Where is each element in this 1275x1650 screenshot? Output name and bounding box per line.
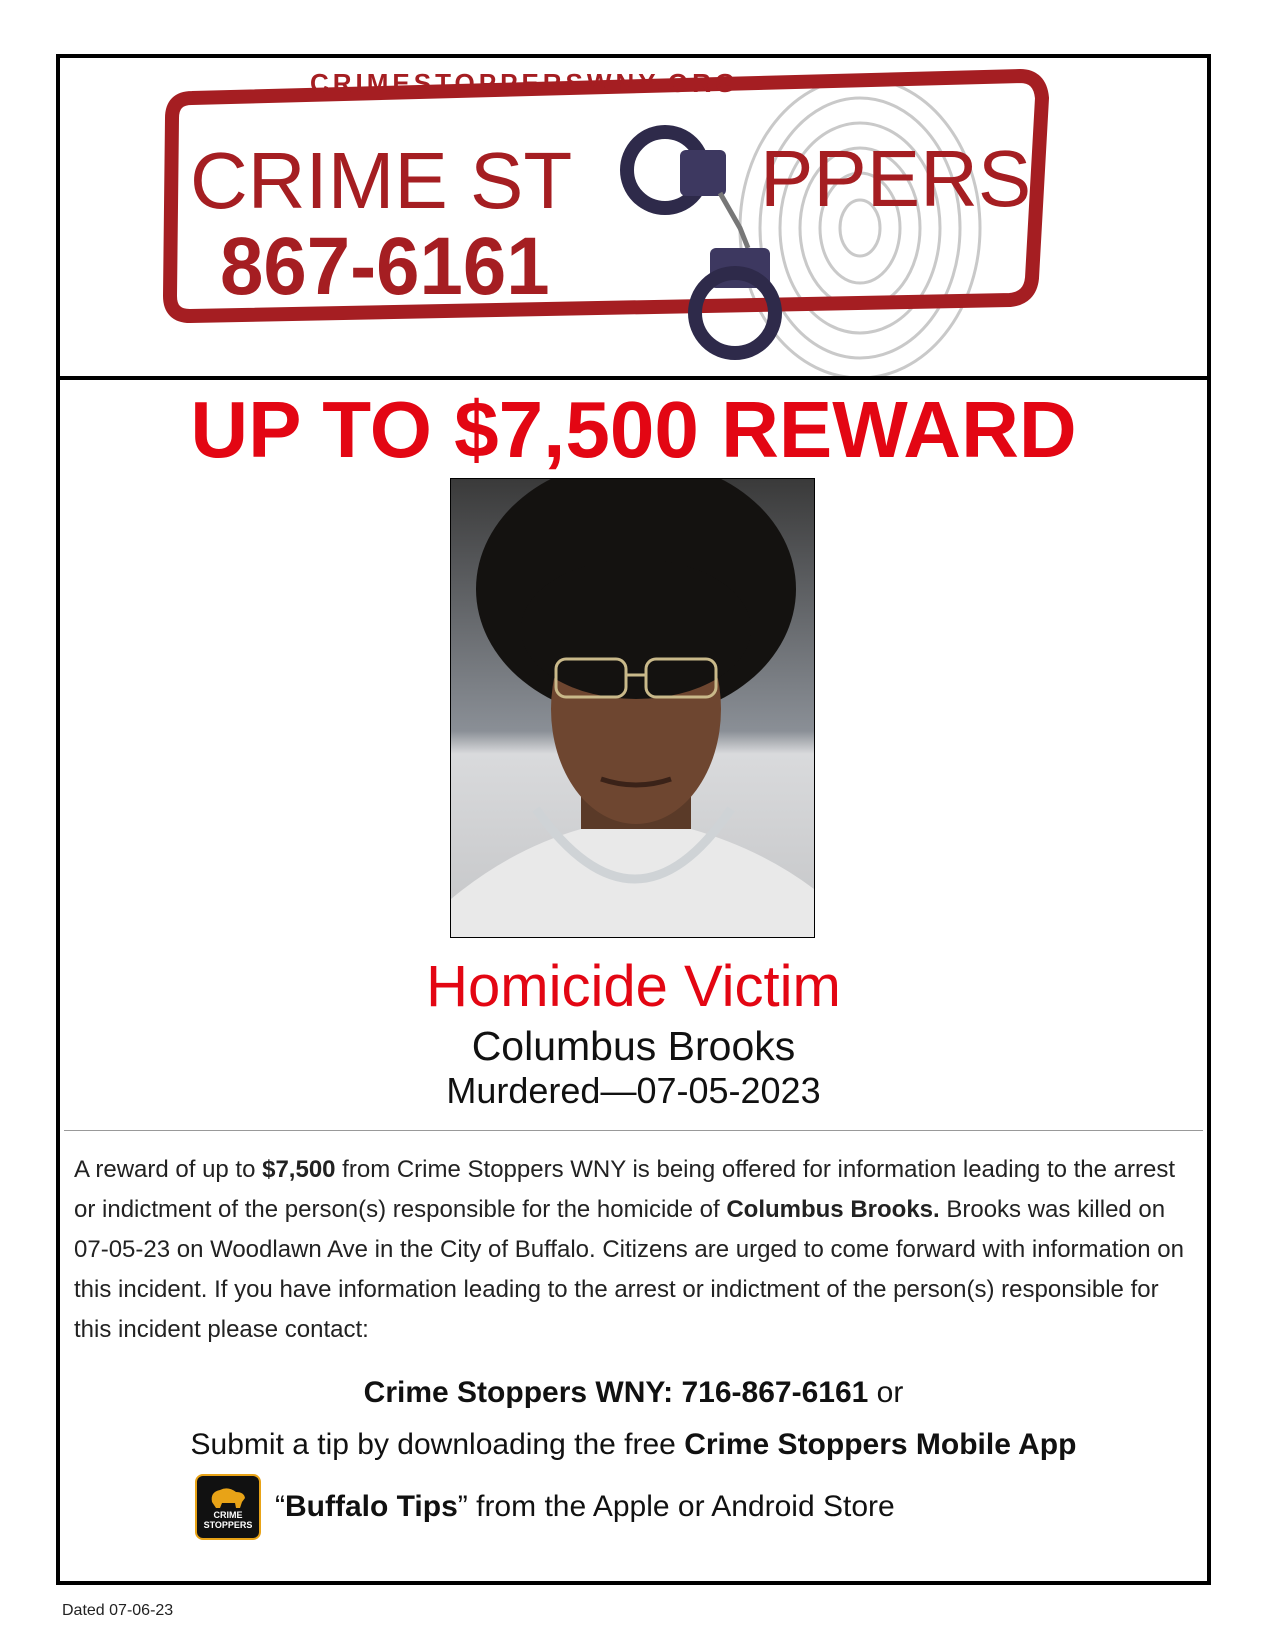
brand-left-text: CRIME ST: [190, 136, 573, 225]
brand-right-text: PPERS: [760, 134, 1032, 223]
phone-text: 867-6161: [220, 220, 550, 312]
details-text: A reward of up to: [74, 1156, 263, 1183]
victim-title: Homicide Victim: [426, 954, 841, 1019]
website-text: CRIMESTOPPERSWNY.ORG: [310, 68, 740, 98]
contact-phone-line: [60, 1378, 1207, 1408]
poster-frame: [56, 54, 1211, 1585]
app-name: Crime Stoppers Mobile App: [684, 1428, 1077, 1461]
victim-name-bold: Columbus Brooks.: [726, 1196, 940, 1223]
app-icon-text: CRIME: [213, 1510, 243, 1520]
murder-date: Murdered—07-05-2023: [446, 1070, 821, 1111]
buffalo-icon: [208, 1484, 248, 1510]
contact-text: ” from the Apple or Android Store: [457, 1490, 895, 1523]
app-icon-text: STOPPERS: [203, 1520, 253, 1530]
app-store-name: Buffalo Tips: [285, 1490, 458, 1523]
details-text: from Crime Stoppers WNY is being offered for information leading to the arrest or indictment of the person(s) responsible for the homicide of: [74, 1156, 1176, 1223]
crime-stoppers-logo-header: [60, 58, 1207, 380]
contact-text: Submit a tip by downloading the free: [190, 1428, 685, 1461]
contact-store-line: [195, 1472, 895, 1542]
victim-photo: [450, 478, 815, 938]
contact-app-line: [60, 1430, 1207, 1460]
buffalo-tips-app-icon: [195, 1474, 261, 1540]
victim-name: Columbus Brooks: [471, 1023, 796, 1069]
reward-headline: UP TO $7,500 REWARD: [190, 385, 1077, 474]
tip-phone: Crime Stoppers WNY: 716-867-6161: [363, 1376, 869, 1409]
crime-stoppers-logo: [60, 58, 1207, 376]
dated-text: Dated 07-06-23: [62, 1602, 174, 1619]
contact-text: or: [868, 1376, 904, 1409]
contact-text: “: [275, 1490, 285, 1523]
reward-details-paragraph: [74, 1150, 1199, 1350]
details-text: Brooks was killed on 07-05-23 on Woodlawn Ave in the City of Buffalo. Citizens are urged to come forward with information on this incident. If you have information leading to the arrest or indictment of the person(s) responsible for this incident please contact:: [74, 1196, 1184, 1343]
section-divider: [64, 1130, 1203, 1131]
reward-amount: $7,500: [262, 1156, 336, 1183]
handcuffs-icon: [627, 132, 775, 353]
